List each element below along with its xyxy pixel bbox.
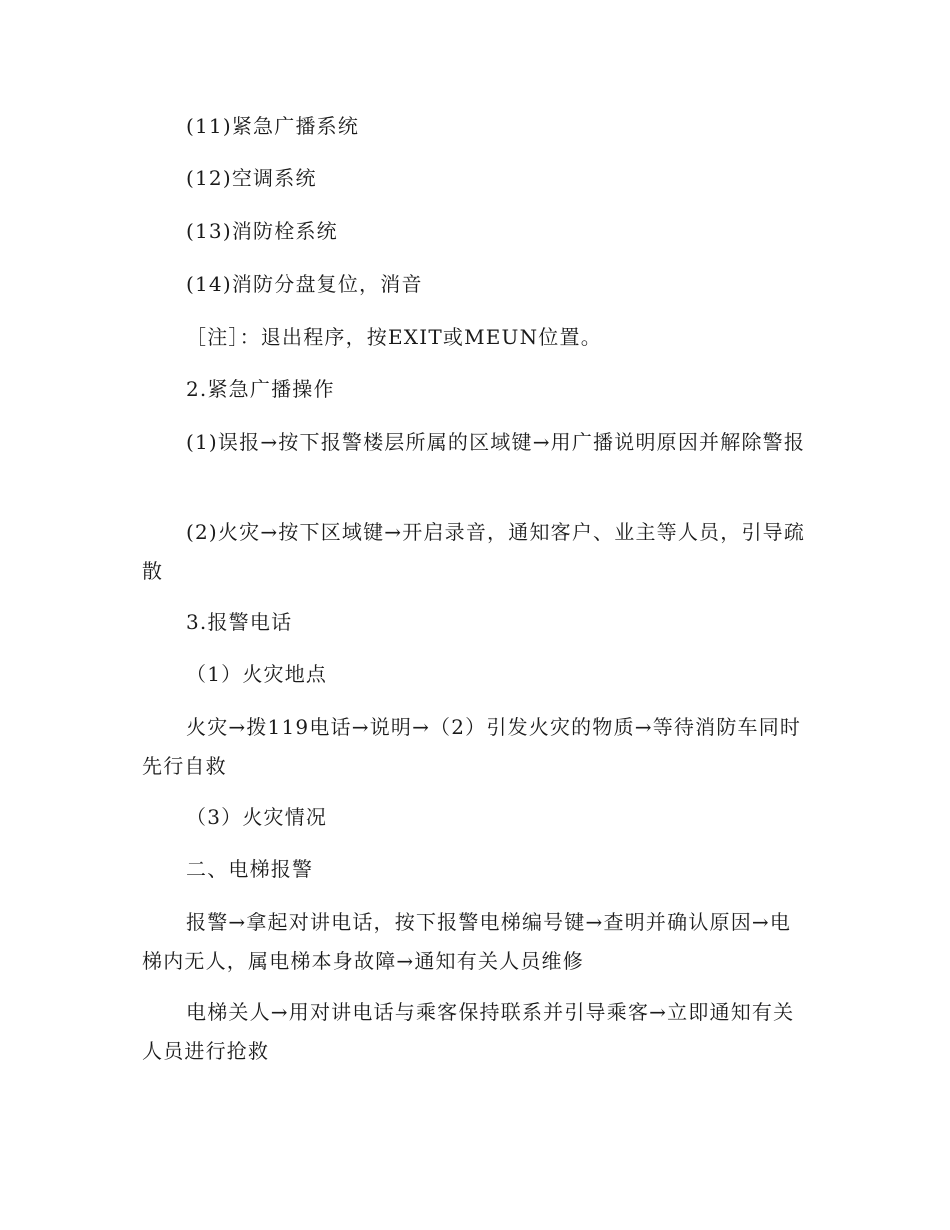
list-item-fire-situation: （3）火灾情况 bbox=[186, 805, 328, 829]
list-item-fire-hydrant: (13)消防栓系统 bbox=[186, 219, 338, 243]
paragraph-fire-broadcast: (2)火灾→按下区域键→开启录音，通知客户、业主等人员，引导疏散 bbox=[142, 520, 806, 583]
section-heading-elevator-alarm: 二、电梯报警 bbox=[186, 857, 314, 881]
list-item-emergency-broadcast: (11)紧急广播系统 bbox=[186, 114, 360, 138]
list-item-panel-reset: (14)消防分盘复位，消音 bbox=[186, 272, 423, 296]
paragraph-call-119: 火灾→拨119电话→说明→（2）引发火灾的物质→等待消防车同时先行自救 bbox=[142, 715, 802, 778]
paragraph-false-alarm: (1)误报→按下报警楼层所属的区域键→用广播说明原因并解除警报 bbox=[186, 430, 806, 454]
section-heading-broadcast-operation: 2.紧急广播操作 bbox=[186, 377, 335, 401]
list-item-air-conditioning: (12)空调系统 bbox=[186, 166, 317, 190]
note-paragraph: ［注］：退出程序，按EXIT或MEUN位置。 bbox=[186, 325, 602, 349]
section-heading-alarm-phone: 3.报警电话 bbox=[186, 610, 293, 634]
list-item-fire-location: （1）火灾地点 bbox=[186, 662, 328, 686]
paragraph-elevator-fault: 报警→拿起对讲电话，按下报警电梯编号键→查明并确认原因→电梯内无人，属电梯本身故障→通知有关人员维修 bbox=[142, 910, 792, 973]
paragraph-elevator-trapped: 电梯关人→用对讲电话与乘客保持联系并引导乘客→立即通知有关人员进行抢救 bbox=[142, 1000, 795, 1063]
